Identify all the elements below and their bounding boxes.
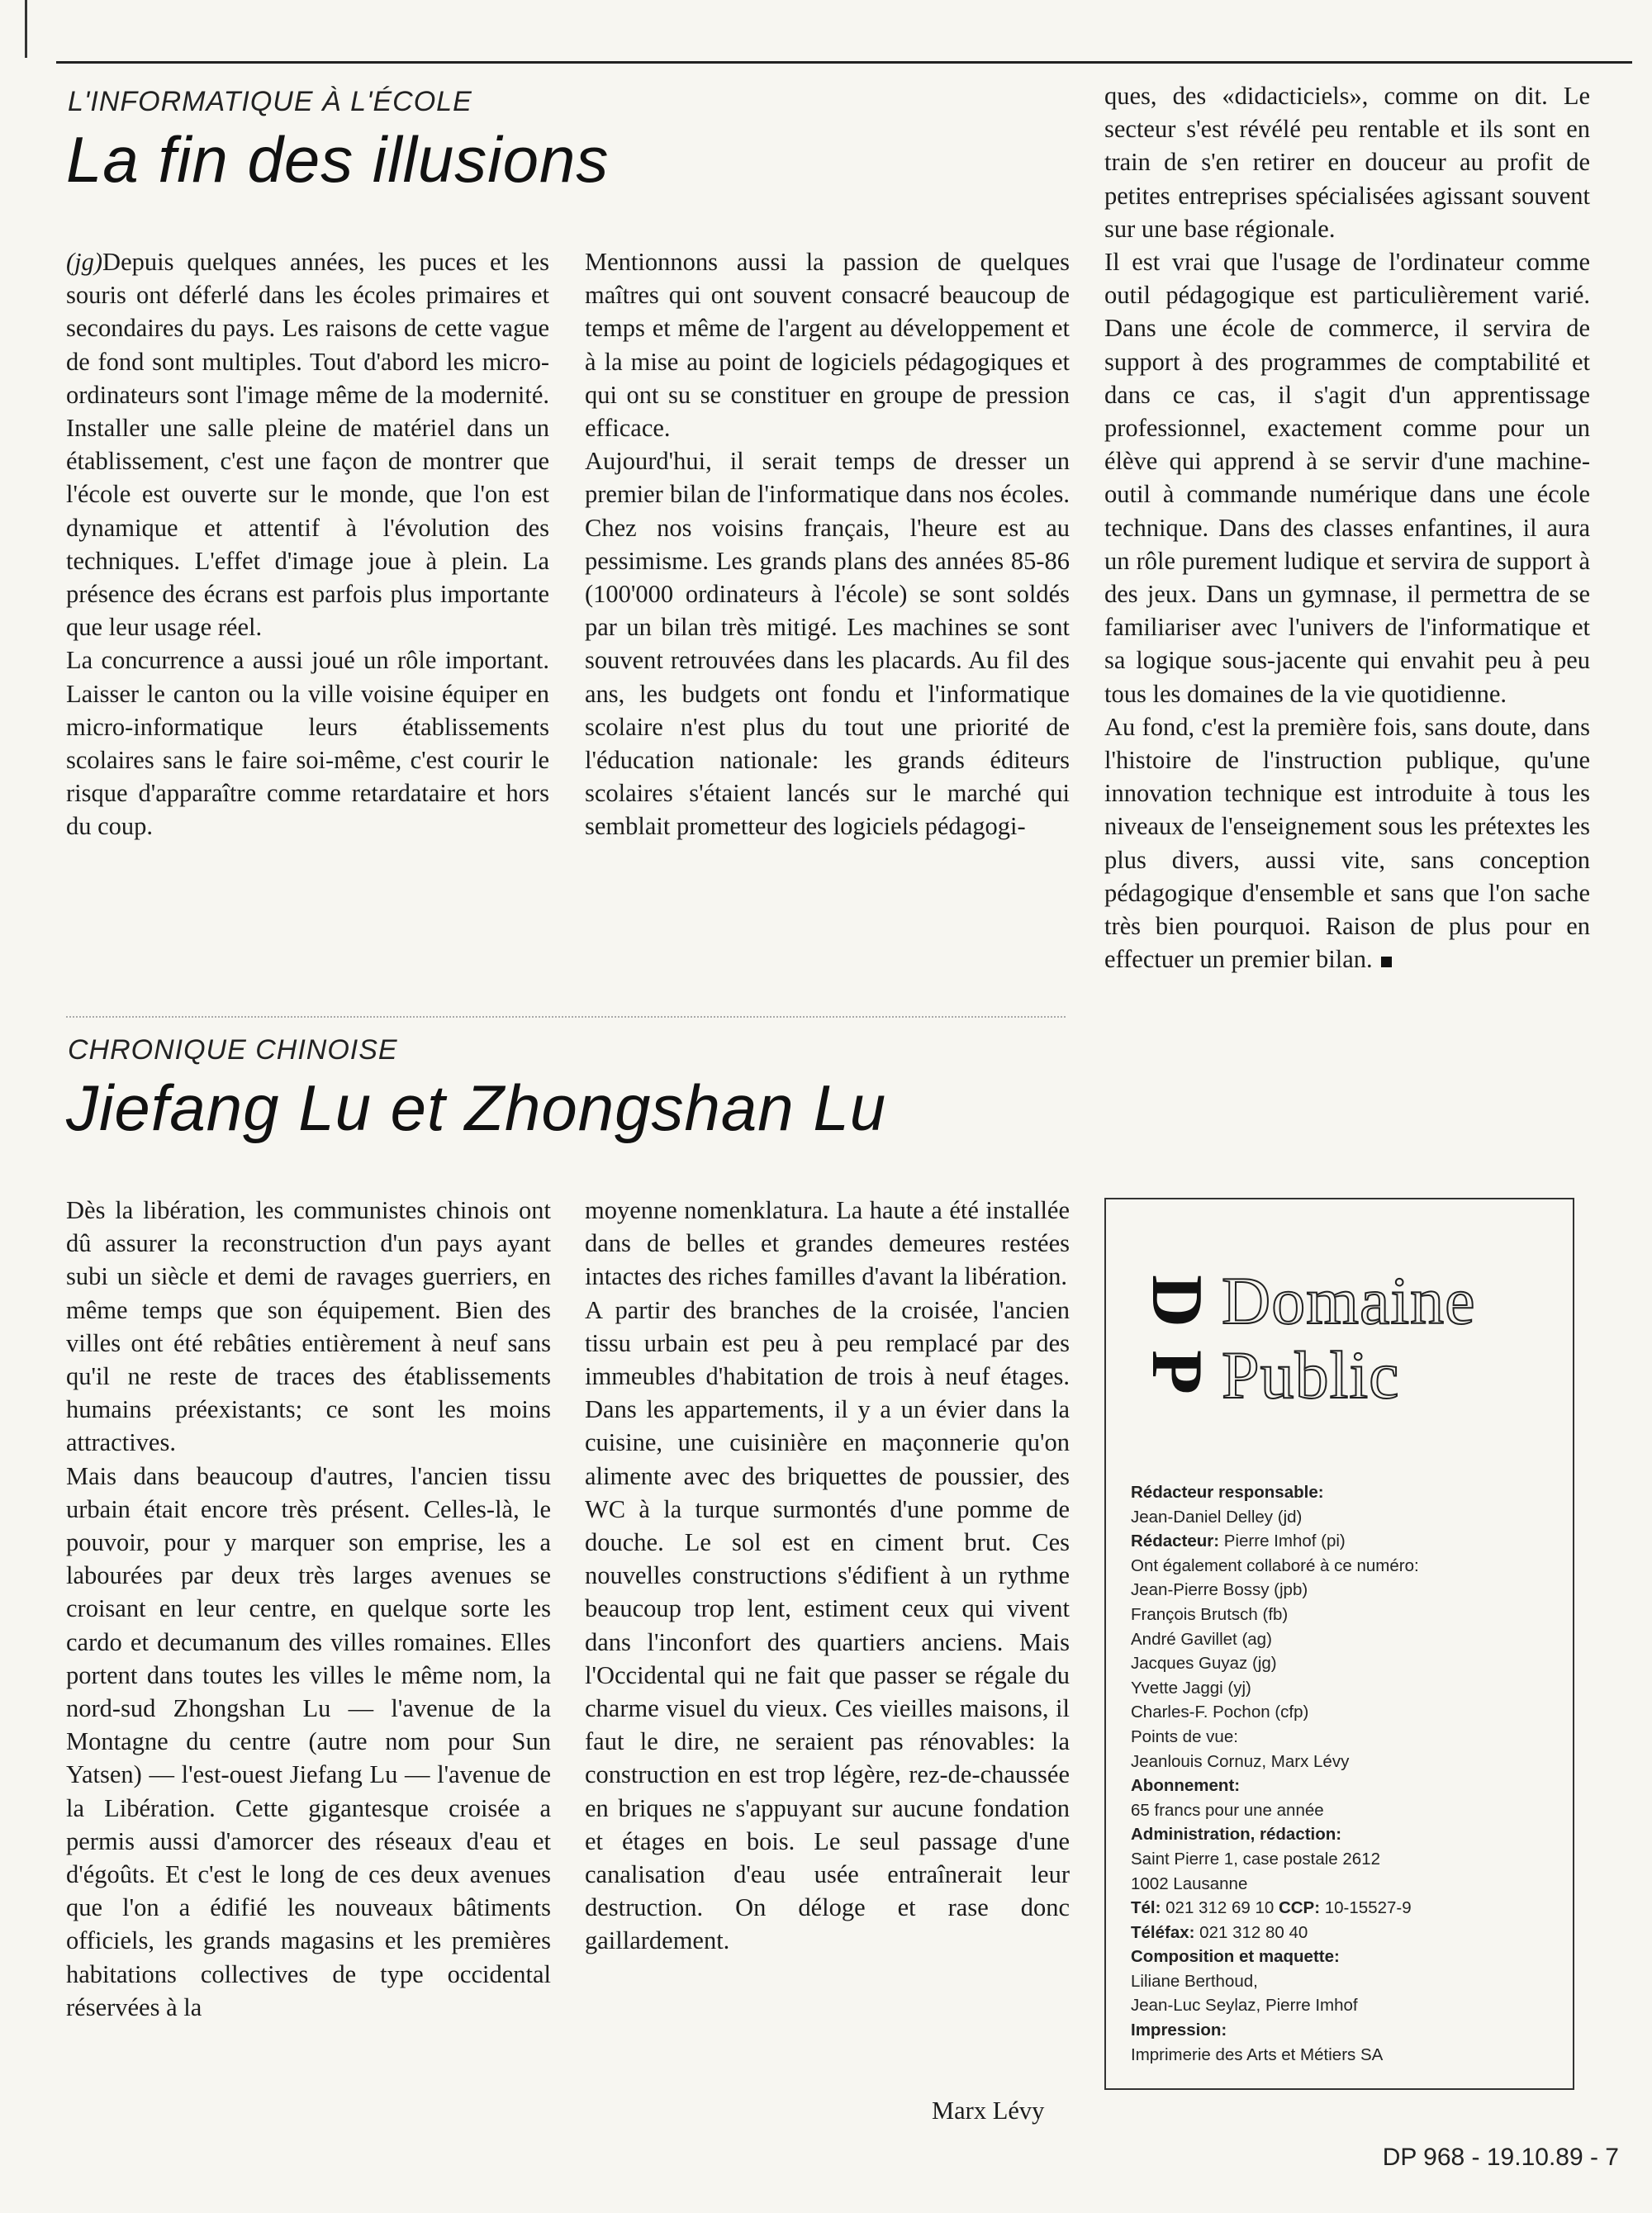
article1-column-1 (66, 245, 549, 843)
masthead-title-public: Public (1222, 1337, 1400, 1413)
credit-line: Yvette Jaggi (yj) (1131, 1678, 1251, 1698)
credit-line: Jean-Luc Seylaz, Pierre Imhof (1131, 1996, 1358, 2016)
article2-headline: Jiefang Lu et Zhongshan Lu (66, 1071, 887, 1144)
article2-column-1 (66, 1194, 551, 2024)
credit-label: Impression: (1131, 2021, 1227, 2040)
dp-logo (1137, 1266, 1217, 1414)
dp-logo-letter-d: D (1137, 1275, 1217, 1327)
masthead-box (1104, 1198, 1574, 2090)
article1-section-label: L'INFORMATIQUE À L'ÉCOLE (68, 86, 472, 117)
credit-label: Téléfax: (1131, 1922, 1195, 1942)
article2-paragraph: A partir des branches de la croisée, l'ancien tissu urbain est peu à peu remplacé par des immeubles d'habitation de trois à neuf étages. Dans les appartements, il y a un évier dans la cuisine, une cuisinière en maçonnerie qu'on alimente avec des briquettes de poussier, des WC à la turque surmontés d'une pomme de douche. Le sol est en ciment brut. Ces nouvelles constructions s'édifient à un rythme beaucoup trop lent, estiment ceux qui vivent dans l'inconfort des quartiers anciens. Mais l'Occidental qui ne fait que passer se régale du charme visuel du vieux. Ces vieilles maisons, il faut le dire, ne seraient pas rénovables: la construction en est trop légère, rez-de-chaussée en briques ne s'appuyant sur aucune fondation et étages en bois. Le seul passage d'une canalisation d'eau usée entraînerait leur destruction. On déloge et rase donc gaillardement. (585, 1295, 1070, 1955)
credit-value: 021 312 80 40 (1194, 1922, 1308, 1942)
credit-value: 10-15527-9 (1320, 1898, 1412, 1918)
page-footer: DP 968 - 19.10.89 - 7 (1382, 2144, 1619, 2171)
article2-column-2 (585, 1194, 1070, 1958)
dp-logo-letter-p: P (1137, 1350, 1217, 1394)
credit-line: Imprimerie des Arts et Métiers SA (1131, 2044, 1384, 2064)
section-divider (66, 1016, 1066, 1018)
article1-column-2 (585, 245, 1070, 843)
credit-line (1131, 2018, 1560, 2043)
article1-paragraph-text: Au fond, c'est la première fois, sans doute, dans l'histoire de l'instruction publique, qu'une innovation technique est introduite à tous les niveaux de l'enseignement sous les prétextes les plus divers, aussi vite, sans conception pédagogique d'ensemble et sans que l'on sache très bien pourquoi. Raison de plus pour en effectuer un premier bilan. (1104, 712, 1590, 974)
credit-line: 1002 Lausanne (1131, 1873, 1248, 1893)
article1-paragraph: Aujourd'hui, il serait temps de dresser un premier bilan de l'informatique dans nos écoles. Chez nos voisins français, l'heure est au pessimisme. Les grands plans des années 85-86 (100'000 ordinateurs à l'école) se sont soldés par un bilan très mitigé. Les machines se sont souvent retrouvées dans les placards. Au fil des ans, les budgets ont fondu et l'informatique scolaire n'est plus du tout une priorité de l'éducation nationale: les grands éditeurs scolaires s'étaient lancés sur le marché qui semblait prometteur des logiciels pédagogi- (585, 447, 1070, 841)
top-rule (56, 61, 1632, 64)
credit-line: Jacques Guyaz (jg) (1131, 1654, 1277, 1674)
credit-line (1131, 1774, 1560, 1798)
credit-line (1131, 1822, 1560, 1847)
credit-label: Administration, rédaction: (1131, 1825, 1342, 1845)
credit-line (1131, 1896, 1560, 1921)
credit-line: Jean-Pierre Bossy (jpb) (1131, 1580, 1308, 1600)
article1-paragraph (66, 245, 549, 643)
article1-paragraph: La concurrence a aussi joué un rôle important. Laisser le canton ou la ville voisine équiper en micro-informatique leurs établissements scolaires sans le faire soi-même, c'est courir le risque d'apparaître comme retardataire et hors du coup. (66, 646, 549, 841)
credit-line: Saint Pierre 1, case postale 2612 (1131, 1849, 1380, 1869)
credit-label: Composition et maquette: (1131, 1947, 1340, 1967)
credit-value: Pierre Imhof (pi) (1219, 1532, 1346, 1551)
article2-signature: Marx Lévy (932, 2097, 1045, 2125)
credit-line (1131, 1921, 1560, 1945)
credit-label: Rédacteur responsable: (1131, 1483, 1324, 1502)
credit-line: Liliane Berthoud, (1131, 1971, 1258, 1991)
credit-line (1131, 1529, 1560, 1554)
credit-line: Charles-F. Pochon (cfp) (1131, 1702, 1309, 1722)
credits-list (1131, 1480, 1560, 2067)
article1-column-3 (1104, 79, 1590, 976)
credit-line: Ont également collaboré à ce numéro: (1131, 1555, 1419, 1575)
author-initials: (jg) (66, 248, 103, 276)
credit-line: Jean-Daniel Delley (jd) (1131, 1507, 1303, 1527)
article1-paragraph: ques, des «didacticiels», comme on dit. Le secteur s'est révélé peu rentable et ils sont en train de s'en retirer en douceur au profit de petites entreprises spécialisées agissant souvent sur une base régionale. (1104, 82, 1590, 243)
article1-headline: La fin des illusions (66, 123, 610, 196)
article2-paragraph: moyenne nomenklatura. La haute a été installée dans de belles et grandes demeures restées intactes des riches familles d'avant la libération. (585, 1196, 1070, 1291)
page-edge-mark (25, 0, 27, 58)
article1-paragraph: Mentionnons aussi la passion de quelques maîtres qui ont souvent consacré beaucoup de temps et même de l'argent au développement et à la mise au point de logiciels pédagogiques et qui ont su se constituer en groupe de pression efficace. (585, 248, 1070, 443)
article2-paragraph: Mais dans beaucoup d'autres, l'ancien tissu urbain était encore très présent. Celles-là, le pouvoir, pour y marquer son emprise, les a labourées par deux très larges avenues se croisant en leur centre, en quelque sorte les cardo et decumanum des villes romaines. Elles portent dans toutes les villes le même nom, la nord-sud Zhongshan Lu — l'avenue de la Montagne du centre (autre nom pour Sun Yatsen) — l'est-ouest Jiefang Lu — l'avenue de la Libération. Cette gigantesque croisée a permis aussi d'amorcer des réseaux d'eau et d'égoûts. Et c'est le long de ces deux avenues que l'on a édifié les nouveaux bâtiments officiels, les grands magasins et les premières habitations collectives de type occidental réservées à la (66, 1461, 551, 2021)
credit-line (1131, 1480, 1560, 1505)
credit-line: François Brutsch (fb) (1131, 1604, 1289, 1624)
article1-paragraph (1104, 710, 1590, 976)
credit-label: Abonnement: (1131, 1776, 1241, 1796)
credit-label: Tél: (1131, 1898, 1161, 1918)
credit-value: 021 312 69 10 (1161, 1898, 1279, 1918)
credit-line: 65 francs pour une année (1131, 1800, 1324, 1820)
credit-line: Jeanlouis Cornuz, Marx Lévy (1131, 1751, 1350, 1771)
credit-label: Rédacteur: (1131, 1532, 1220, 1551)
masthead-title-domaine: Domaine (1222, 1263, 1476, 1338)
article2-section-label: CHRONIQUE CHINOISE (68, 1034, 398, 1066)
end-of-article-mark (1381, 957, 1392, 967)
article2-paragraph: Dès la libération, les communistes chinois ont dû assurer la reconstruction d'un pays ayant subi un siècle et demi de ravages guerriers, en même temps que son équipement. Bien des villes ont été rebâties entièrement à neuf sans qu'il ne reste de traces des établissements humains préexistants; ce sont les moins attractives. (66, 1196, 551, 1457)
credit-line: Points de vue: (1131, 1726, 1238, 1746)
article1-paragraph-text: Depuis quelques années, les puces et les souris ont déferlé dans les écoles primaires et secondaires du pays. Les raisons de cette vague de fond sont multiples. Tout d'abord les micro-ordinateurs sont l'image même de la modernité. Installer une salle pleine de matériel dans un établissement, c'est une façon de montrer que l'école est ouverte sur le monde, que l'on est dynamique et attentif à l'évolution des techniques. L'effet d'image joue à plein. La présence des écrans est parfois plus importante que leur usage réel. (66, 248, 549, 642)
credit-line: André Gavillet (ag) (1131, 1629, 1272, 1649)
credit-label: CCP: (1278, 1898, 1321, 1918)
article1-paragraph: Il est vrai que l'usage de l'ordinateur comme outil pédagogique est particulièrement varié. Dans une école de commerce, il servira de support à des programmes de comptabilité et dans ce cas, il s'agit d'un apprentissage professionnel, exactement comme pour un élève qui apprend à se servir d'une machine-outil à commande numérique dans une école technique. Dans des classes enfantines, il aura un rôle purement ludique et servira de support à des jeux. Dans un gymnase, il permettra de se familiariser avec l'univers de l'informatique et sa logique sous-jacente qui envahit peu à peu tous les domaines de la vie quotidienne. (1104, 248, 1590, 708)
credit-line (1131, 1945, 1560, 1969)
